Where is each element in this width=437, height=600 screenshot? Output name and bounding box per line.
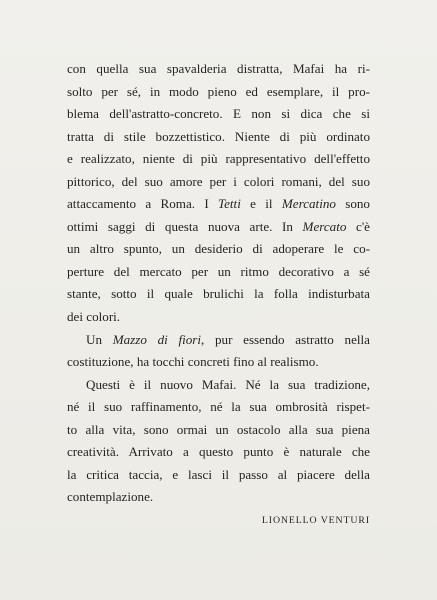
text-fragment: dei colori. <box>67 309 121 325</box>
text-fragment: to alla vita, sono ormai un ostacolo alla sua piena <box>67 421 370 437</box>
artwork-title: Mazzo di fiori <box>112 331 202 347</box>
text-line <box>67 58 370 81</box>
text-fragment: e il <box>240 196 282 212</box>
paragraph <box>67 329 370 374</box>
author-signature: LIONELLO VENTURI <box>261 514 370 526</box>
text-fragment: , pur essendo astratto nella <box>201 331 370 347</box>
text-fragment: perture del mercato per un ritmo decorativo a sé <box>67 263 370 279</box>
text-fragment: creatività. Arrivato a questo punto è naturale che <box>67 444 370 460</box>
text-line <box>67 126 370 149</box>
text-fragment: c'è <box>346 218 370 234</box>
text-fragment: Un <box>86 331 113 347</box>
text-fragment: contemplazione. <box>67 489 154 505</box>
text-line <box>67 329 370 352</box>
text-line <box>67 283 370 306</box>
text-fragment: stante, sotto il quale brulichi la folla indisturbata <box>67 286 370 302</box>
text-line <box>67 148 370 171</box>
text-fragment: la critica taccia, e lasci il passo al piacere della <box>67 466 370 482</box>
text-line <box>67 374 370 397</box>
text-fragment: blema dell'astratto-concreto. E non si dica che si <box>67 106 370 122</box>
text-fragment: ottimi saggi di questa nuova arte. In <box>67 218 303 234</box>
text-fragment: Questi è il nuovo Mafai. Né la sua tradizione, <box>86 376 370 392</box>
text-fragment: con quella sua spavalderia distratta, Mafai ha ri- <box>67 61 370 76</box>
text-line <box>67 441 370 464</box>
text-line <box>67 103 370 126</box>
text-line <box>67 261 370 284</box>
text-fragment: e realizzato, niente di più rappresentativo dell'effetto <box>67 151 370 167</box>
text-fragment: tratta di stile bozzettistico. Niente di più ordinato <box>67 128 370 144</box>
text-line <box>67 486 370 509</box>
text-line <box>67 464 370 487</box>
text-line <box>67 351 370 374</box>
text-line <box>67 193 370 216</box>
text-fragment: attaccamento a Roma. I <box>67 196 219 212</box>
text-fragment: un altro spunto, un desiderio di adoperare le co- <box>67 241 370 257</box>
text-line <box>67 238 370 261</box>
text-line <box>67 396 370 419</box>
paragraph <box>67 374 370 509</box>
text-line <box>67 306 370 329</box>
paragraphs-container <box>67 58 370 509</box>
text-fragment: costituzione, ha tocchi concreti fino al realismo. <box>67 354 319 370</box>
paragraph <box>67 58 370 329</box>
text-line <box>67 216 370 239</box>
text-fragment: solto per sé, in modo pieno ed esemplare, il pro- <box>67 83 370 99</box>
artwork-title: Mercatino <box>281 196 336 212</box>
text-fragment: pittorico, del suo amore per i colori romani, del suo <box>67 173 370 189</box>
text-line <box>67 81 370 104</box>
article-body <box>67 58 370 532</box>
text-fragment: né il suo raffinamento, né la sua ombrosità rispet- <box>67 399 370 415</box>
text-line <box>67 171 370 194</box>
artwork-title: Mercato <box>302 218 347 234</box>
text-fragment: sono <box>335 196 370 212</box>
text-line <box>67 419 370 442</box>
artwork-title: Tetti <box>218 196 241 212</box>
